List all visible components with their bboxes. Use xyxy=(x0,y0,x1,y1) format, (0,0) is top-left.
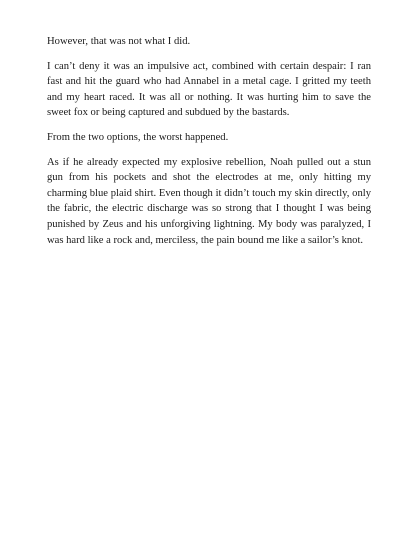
paragraph-4: As if he already expected my explosive rebellion, Noah pulled out a stun gun from his pockets and shot the electrodes at me, only hitting my charming blue plaid shirt. Even though it didn’t touch my skin directly, only the fabric, the electric discharge was so strong that I thought I was being punished by Zeus and his unforgiving lightning. My body was paralyzed, I was hard like a rock and, merciless, the pain bound me like a sailor’s knot. xyxy=(47,156,371,246)
paragraph-3: From the two options, the worst happened. xyxy=(47,131,229,143)
paragraph-2: I can’t deny it was an impulsive act, combined with certain despair: I ran fast and hit the guard who had Annabel in a metal cage. I gritted my teeth and my heart raced. It was all or nothing. It was hurting him to save the sweet fox or being captured and subdued by the bastards. xyxy=(47,60,371,119)
body-text xyxy=(47,34,371,257)
paragraph-1: However, that was not what I did. xyxy=(47,36,191,47)
